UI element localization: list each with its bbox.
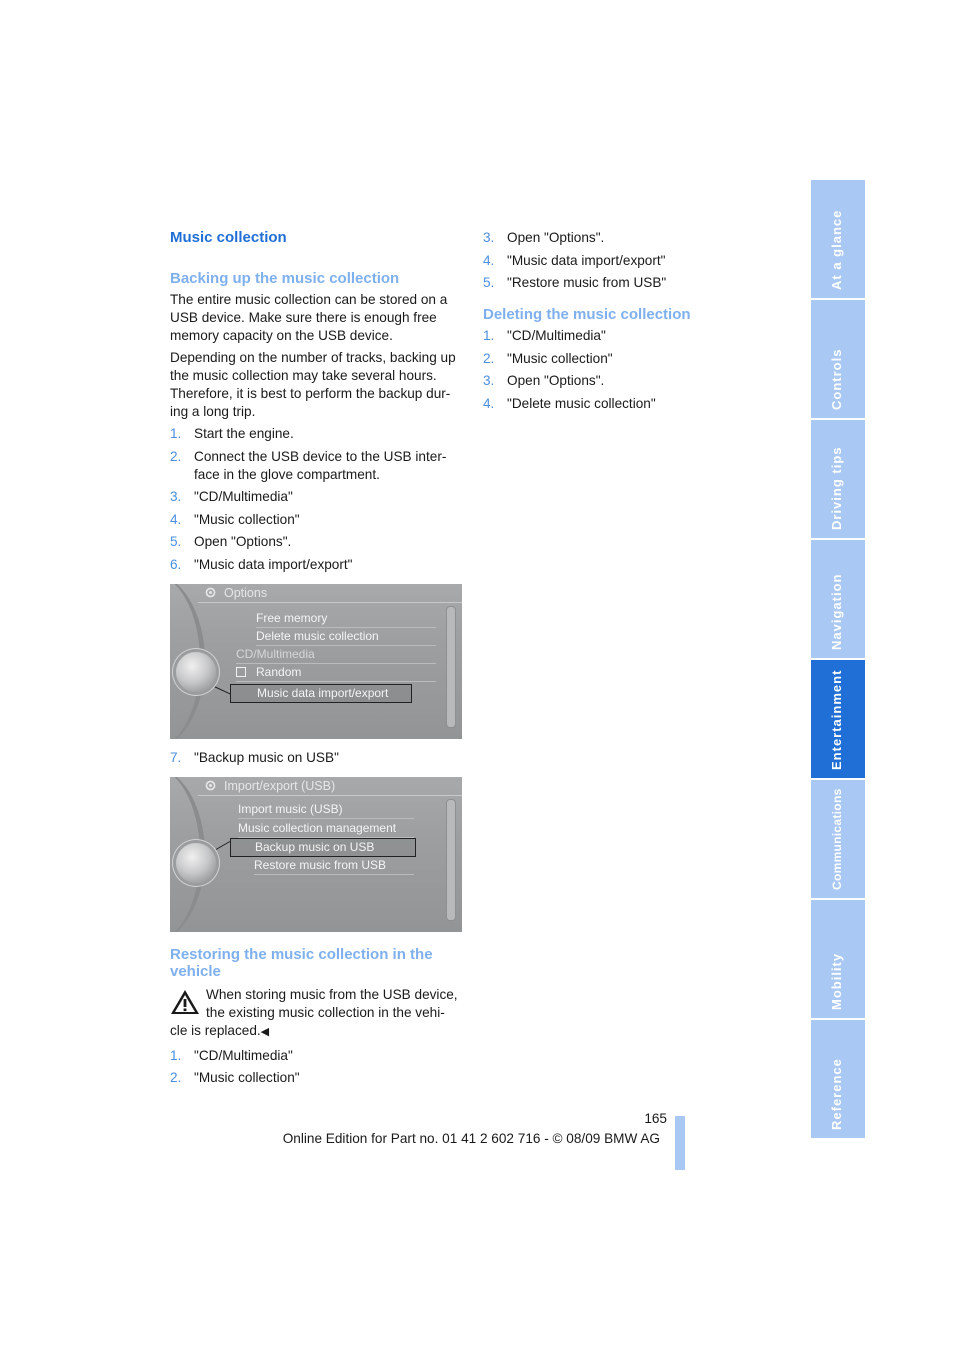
tab-entertainment[interactable] — [811, 660, 865, 778]
tab-controls[interactable] — [811, 300, 865, 418]
step-text: "CD/Multimedia" — [507, 328, 606, 343]
step-number: 5. — [483, 275, 495, 290]
tab-mobility[interactable] — [811, 900, 865, 1018]
menu-section-cd-multimedia: CD/Multimedia — [236, 646, 436, 664]
tab-communications[interactable] — [811, 780, 865, 898]
menu-item-restore-music-from-usb: Restore music from USB — [254, 857, 414, 875]
tab-at-a-glance[interactable] — [811, 180, 865, 298]
tab-label: Navigation — [829, 573, 844, 650]
list-item — [483, 372, 773, 390]
step-text: "Music collection" — [194, 511, 300, 527]
list-item — [170, 425, 462, 443]
menu-item-random — [236, 664, 436, 682]
list-item — [170, 556, 462, 574]
menu-item-free-memory: Free memory — [256, 610, 436, 628]
list-item — [170, 448, 462, 484]
scrollbar-graphic — [446, 606, 456, 728]
options-screen-image — [170, 584, 462, 739]
menu-item-backup-music-on-usb: Backup music on USB — [230, 838, 416, 857]
step-number: 3. — [483, 230, 495, 245]
list-item — [170, 1047, 462, 1065]
step-number: 1. — [170, 1047, 182, 1063]
pointer-line — [216, 841, 230, 850]
warning-note — [170, 986, 462, 1041]
step-number: 1. — [483, 328, 495, 343]
backup-heading: Backing up the music collection — [170, 270, 400, 287]
screen-header-title: Import/export (USB) — [224, 778, 336, 793]
menu-item-import-music: Import music (USB) — [238, 801, 414, 819]
list-item — [170, 511, 462, 529]
list-item — [170, 533, 462, 551]
gear-icon — [204, 779, 217, 792]
step-text: "Backup music on USB" — [194, 749, 339, 765]
step-text: "Music data import/export" — [194, 556, 353, 572]
list-item — [170, 1069, 462, 1087]
end-mark-icon: ◀ — [260, 1025, 270, 1038]
step-number: 4. — [483, 252, 495, 268]
step-text: Open "Options". — [507, 230, 605, 245]
section-title: Music collection — [170, 229, 287, 246]
step-number: 4. — [170, 511, 182, 527]
step-number: 3. — [483, 373, 495, 388]
tab-label: Reference — [829, 1058, 844, 1130]
restore-heading: Restoring the music collection in the vehicle — [170, 945, 433, 980]
step-text: Connect the USB device to the USB inter-face in the glove compartment. — [194, 448, 447, 482]
step-number: 6. — [170, 556, 182, 572]
list-item — [170, 488, 462, 506]
menu-item-music-data-import-export: Music data import/export — [230, 684, 412, 703]
delete-heading: Deleting the music collection — [483, 306, 691, 323]
step-number: 3. — [170, 489, 182, 504]
pointer-line — [212, 685, 231, 694]
warning-triangle-icon — [170, 988, 200, 1016]
footer-accent-bar — [675, 1116, 685, 1170]
left-column — [170, 226, 462, 1097]
step-number: 4. — [483, 395, 495, 411]
list-item — [483, 327, 773, 345]
tab-reference[interactable] — [811, 1020, 865, 1138]
step-number: 5. — [170, 534, 182, 549]
step-text: "Restore music from USB" — [507, 275, 667, 290]
tab-label: Controls — [829, 348, 844, 410]
tab-navigation[interactable] — [811, 540, 865, 658]
screen-header-title: Options — [224, 585, 268, 600]
step-text: "Music collection" — [194, 1070, 300, 1085]
tab-driving-tips[interactable] — [811, 420, 865, 538]
backup-steps — [170, 425, 462, 574]
step-text: "Delete music collection" — [507, 395, 656, 411]
controller-knob — [176, 652, 216, 692]
list-item — [483, 229, 773, 247]
restore-steps — [170, 1047, 462, 1088]
edition-line: Online Edition for Part no. 01 41 2 602 716 - © 08/09 BMW AG — [282, 1131, 660, 1146]
step-text: "Music collection" — [507, 350, 613, 366]
step-text: "Music data import/export" — [507, 252, 666, 268]
warning-text: When storing music from the USB device, the existing music collection in the vehi-cle is replaced. — [170, 986, 458, 1038]
tab-label: Mobility — [829, 952, 844, 1010]
checkbox-icon — [236, 667, 246, 677]
step-text: "CD/Multimedia" — [194, 1047, 293, 1063]
step-number: 1. — [170, 426, 182, 441]
backup-paragraph-1: The entire music collection can be stored on a USB device. Make sure there is enough free memory capacity on the USB device. — [170, 292, 448, 343]
page-number: 165 — [644, 1111, 667, 1126]
backup-paragraph-2: Depending on the number of tracks, backing up the music collection may take several hours. Therefore, it is best to perform the backup dur-ing a long trip. — [170, 350, 456, 419]
step-text: Start the engine. — [194, 426, 294, 441]
gear-icon — [204, 586, 217, 599]
step-text: Open "Options". — [194, 534, 292, 549]
step-number: 2. — [170, 1070, 182, 1085]
step-number: 2. — [170, 448, 182, 464]
menu-item-collection-management: Music collection management — [238, 820, 414, 838]
step-text: Open "Options". — [507, 373, 605, 388]
list-item — [170, 749, 462, 767]
step-number: 7. — [170, 749, 182, 765]
tab-label: Communications — [830, 788, 844, 890]
restore-steps-continued — [483, 229, 773, 292]
tab-label: Entertainment — [829, 669, 844, 770]
menu-item-random-label: Random — [256, 664, 302, 679]
controller-knob — [176, 843, 216, 883]
step-number: 2. — [483, 350, 495, 366]
list-item — [483, 350, 773, 368]
screen-header — [198, 584, 462, 603]
tab-label: Driving tips — [829, 446, 844, 530]
screen-header — [198, 777, 462, 796]
backup-step-7 — [170, 749, 462, 767]
step-text: "CD/Multimedia" — [194, 489, 293, 504]
import-export-screen-image — [170, 777, 462, 932]
right-column — [483, 229, 773, 423]
list-item — [483, 252, 773, 270]
delete-steps — [483, 327, 773, 413]
tab-label: At a glance — [829, 209, 844, 290]
list-item — [483, 395, 773, 413]
menu-item-delete-collection: Delete music collection — [256, 628, 436, 646]
chapter-tabs — [811, 180, 865, 1140]
scrollbar-graphic — [446, 799, 456, 921]
list-item — [483, 274, 773, 292]
